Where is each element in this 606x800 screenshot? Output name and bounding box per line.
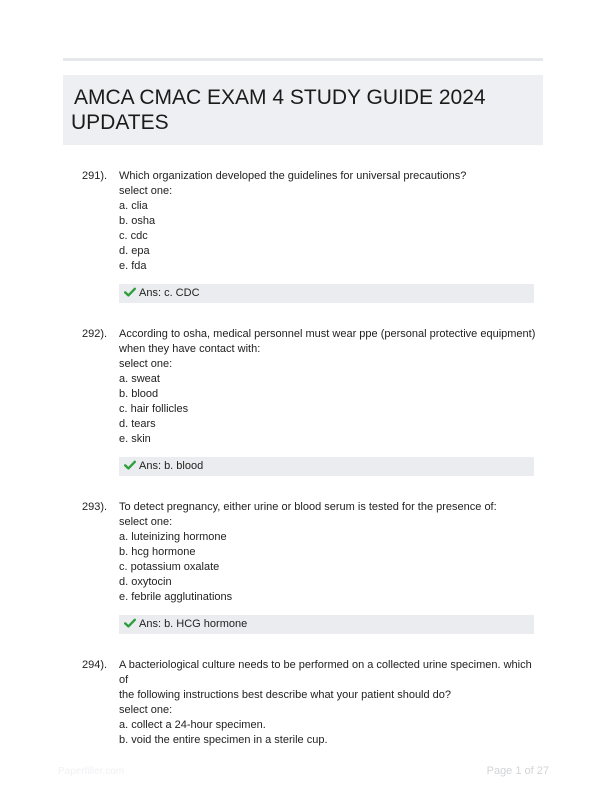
answer-text: Ans: c. CDC: [139, 287, 200, 299]
answer-text: Ans: b. HCG hormone: [139, 618, 248, 630]
option-e: e. skin: [119, 433, 151, 445]
question-number: 291).: [82, 170, 108, 182]
question-body: [119, 169, 543, 274]
question-text-line-1: A bacteriological culture needs to be performed on a collected urine specimen. which of: [119, 659, 532, 686]
document-title: [71, 85, 535, 135]
option-b: b. hcg hormone: [119, 546, 196, 558]
answer-box: [119, 284, 534, 303]
answer-box: [119, 615, 534, 634]
option-b: b. osha: [119, 215, 156, 227]
question-number: 292).: [82, 328, 108, 340]
option-e: e. febrile agglutinations: [119, 591, 233, 603]
select-prompt: select one:: [119, 358, 173, 370]
select-prompt: select one:: [119, 516, 173, 528]
question-text: To detect pregnancy, either urine or blood serum is tested for the presence of:: [119, 501, 497, 513]
check-icon: [124, 617, 136, 629]
option-d: d. oxytocin: [119, 576, 172, 588]
check-icon: [124, 286, 136, 298]
option-c: c. potassium oxalate: [119, 561, 220, 573]
question-body: [119, 327, 543, 447]
select-prompt: select one:: [119, 185, 173, 197]
question-body: [119, 500, 543, 605]
check-icon: [124, 459, 136, 471]
top-divider: [63, 58, 543, 61]
option-d: d. tears: [119, 418, 156, 430]
footer-watermark: Paperfiller.com: [58, 766, 125, 777]
option-d: d. epa: [119, 245, 150, 257]
option-a: a. luteinizing hormone: [119, 531, 227, 543]
option-e: e. fda: [119, 260, 147, 272]
question-text-line-1: According to osha, medical personnel must wear ppe (personal protective equipment): [119, 328, 536, 340]
question-text-line-2: the following instructions best describe what your patient should do?: [119, 689, 452, 701]
question-body: [119, 658, 543, 748]
answer-text: Ans: b. blood: [139, 460, 204, 472]
option-c: c. cdc: [119, 230, 148, 242]
option-a: a. collect a 24-hour specimen.: [119, 719, 266, 731]
document-title-line-2: UPDATES: [71, 111, 169, 134]
question-text: Which organization developed the guidelines for universal precautions?: [119, 170, 467, 182]
option-b: b. void the entire specimen in a sterile cup.: [119, 734, 328, 746]
option-a: a. clia: [119, 200, 148, 212]
option-a: a. sweat: [119, 373, 160, 385]
answer-box: [119, 457, 534, 476]
document-title-line-1: AMCA CMAC EXAM 4 STUDY GUIDE 2024: [74, 86, 486, 109]
option-b: b. blood: [119, 388, 159, 400]
question-text-line-2: when they have contact with:: [119, 343, 261, 355]
select-prompt: select one:: [119, 704, 173, 716]
title-banner: [63, 75, 543, 145]
option-c: c. hair follicles: [119, 403, 189, 415]
question-number: 293).: [82, 501, 108, 513]
page-indicator: Page 1 of 27: [486, 765, 549, 777]
question-number: 294).: [82, 659, 108, 671]
